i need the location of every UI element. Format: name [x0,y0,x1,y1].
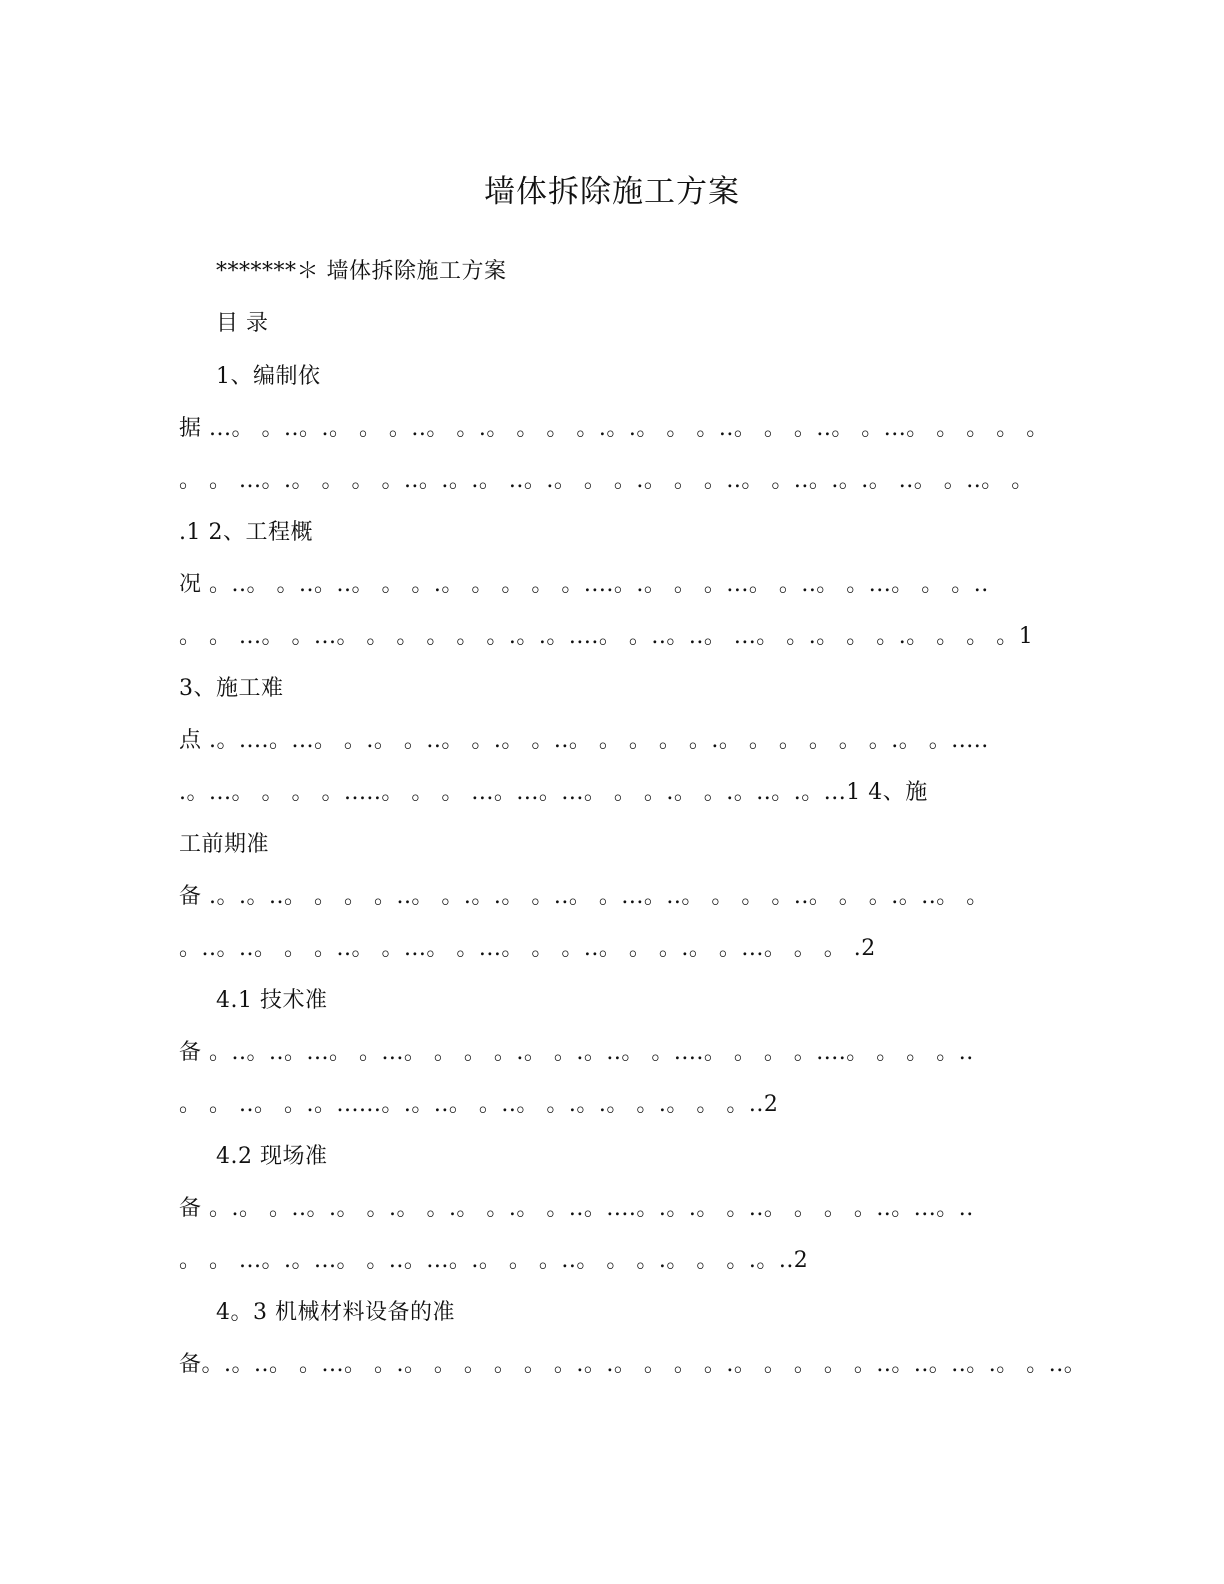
toc-line: 工前期准 [179,832,270,857]
toc-line: 。 。 ...。.。 。 。 。..。.。.。 ..。.。 。 。.。 。 。..。 。..。.。.。 ..。 。..。 。 [179,468,1034,493]
document-title: 墙体拆除施工方案 [484,174,740,210]
toc-line: 4.2 现场准 [216,1144,328,1169]
toc-line: .1 2、工程概 [179,520,313,545]
toc-line: 备 .。.。..。 。 。 。..。 。.。.。 。..。 。...。..。 。 。 。..。 。 。.。..。 。 [179,884,989,909]
toc-line: 。 。 ..。 。.。......。.。..。 。..。 。.。.。 。.。 。 。..2 [179,1092,779,1117]
toc-line: 。 。 ...。.。...。 。..。...。.。 。 。..。 。 。.。 。 。.。..2 [179,1248,809,1273]
toc-line: 备。.。..。 。...。 。.。 。 。 。 。 。.。.。 。 。 。.。 。 。 。 。..。..。..。.。 。..。 [179,1352,1087,1377]
toc-line: 3、施工难 [179,676,284,701]
toc-line: 备 。.。 。..。.。 。.。 。.。 。.。 。..。....。.。.。 。..。 。 。 。..。...。.. [179,1196,974,1221]
toc-line: 4.1 技术准 [216,988,328,1013]
toc-line: 。..。..。 。 。..。 。...。 。...。 。 。..。 。 。.。 。...。 。 。 .2 [179,936,876,961]
toc-line: 据 ...。 。..。.。 。 。..。 。.。 。 。 。.。.。 。 。..。 。 。..。 。...。 。 。 。 。 [179,416,1049,441]
toc-line: 备 。..。..。...。 。...。 。 。 。.。 。.。..。 。....。 。 。 。....。 。 。 。.. [179,1040,974,1065]
toc-line: 况 。..。 。..。..。 。 。.。 。 。 。 。....。.。 。 。...。 。..。 。...。 。 。.. [179,572,989,597]
toc-line: 。 。 ...。 。...。 。 。 。 。 。.。.。....。 。..。..。 ...。 。.。 。 。.。 。 。 。1 [179,624,1034,649]
document-subtitle: *******＊ 墙体拆除施工方案 [216,259,507,284]
toc-line: .。...。 。 。 。.....。 。 。 ...。...。...。 。 。.。 。.。..。.。...1 4、施 [179,780,928,805]
toc-line: 点 .。....。...。 。.。 。..。 。.。 。..。 。 。 。 。.。 。 。 。 。 。.。 。..... [179,728,989,753]
toc-line: 4。3 机械材料设备的准 [216,1300,455,1325]
toc-heading: 目 录 [216,311,269,336]
toc-line: 1、编制依 [216,364,321,389]
